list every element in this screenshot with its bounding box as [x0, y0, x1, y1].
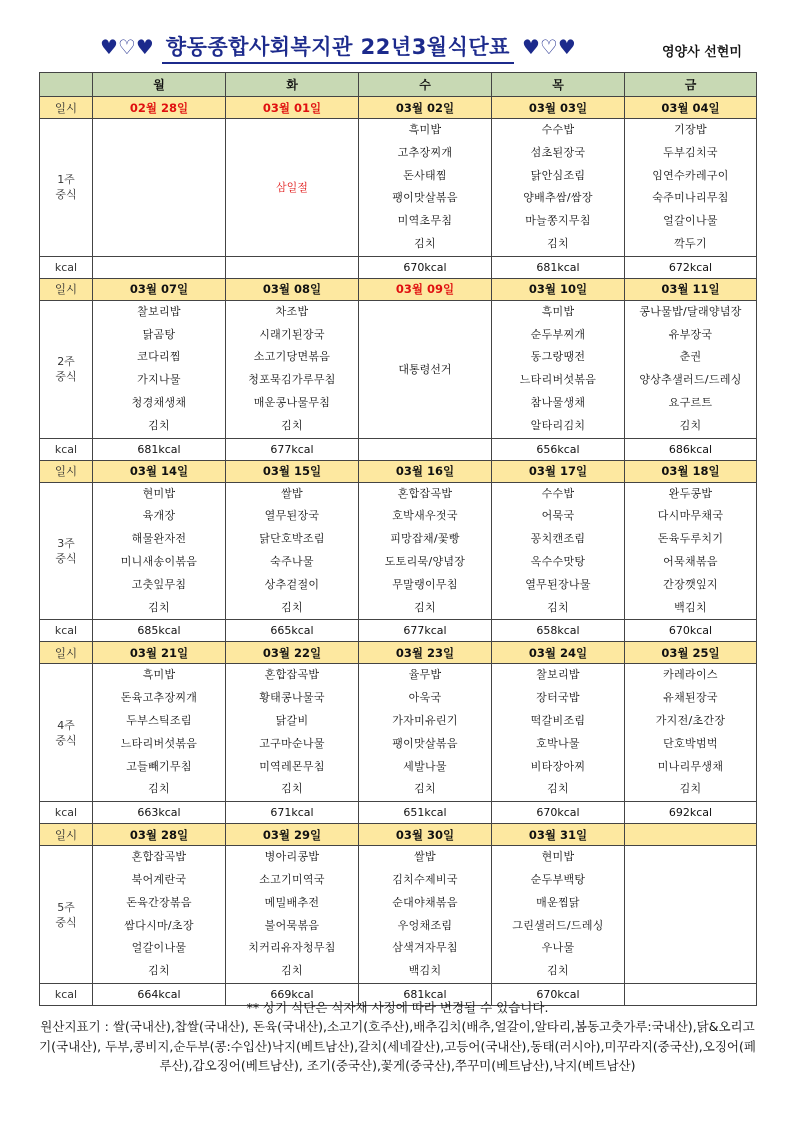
kcal-row	[40, 256, 757, 278]
date-cell: 03월 31일	[492, 824, 625, 846]
meal-item	[625, 846, 756, 869]
meal-item: 호박나물	[536, 736, 580, 750]
meal-item: 가지나물	[137, 373, 181, 387]
day-header-fri: 금	[625, 73, 757, 97]
kcal-row	[40, 620, 757, 642]
meal-cell	[93, 846, 226, 984]
meal-cell	[93, 482, 226, 620]
meal-item: 닭단호박조림	[259, 532, 325, 546]
meal-item: 어묵국	[541, 509, 575, 523]
meal-cell	[625, 846, 757, 984]
menu-body	[40, 97, 757, 1006]
kcal-row	[40, 438, 757, 460]
meal-cell	[359, 119, 492, 257]
meal-item: 두부스틱조림	[126, 713, 192, 727]
meal-item: 유채된장국	[663, 691, 718, 705]
meal-item: 얼갈이나물	[131, 941, 187, 955]
meal-cell	[492, 119, 625, 257]
date-cell: 03월 17일	[492, 460, 625, 482]
meal-item: 동그랑땡전	[530, 350, 586, 364]
date-cell: 03월 07일	[93, 278, 226, 300]
meal-item: 세발나물	[403, 759, 447, 773]
meal-item: 고구마순나물	[259, 736, 325, 750]
kcal-cell: 670kcal	[492, 983, 625, 1005]
kcal-cell: 670kcal	[625, 620, 757, 642]
week-label-line: 2주	[57, 355, 75, 369]
meal-item: 김치	[679, 782, 702, 796]
meal-item: 순두부백탕	[530, 872, 586, 886]
meal-item: 현미밥	[541, 850, 575, 864]
date-label: 일시	[40, 278, 93, 300]
kcal-cell: 651kcal	[359, 802, 492, 824]
meal-item: 병아리콩밥	[264, 850, 320, 864]
meal-item: 깍두기	[674, 236, 707, 250]
page-header	[100, 33, 660, 61]
date-cell: 03월 21일	[93, 642, 226, 664]
meal-item: 참나물생채	[530, 395, 586, 409]
meal-item: 미니새송이볶음	[120, 554, 198, 568]
meal-item: 미역레몬무침	[259, 759, 325, 773]
holiday-note	[93, 119, 226, 257]
kcal-cell: 670kcal	[492, 802, 625, 824]
kcal-cell: 663kcal	[93, 802, 226, 824]
date-cell: 03월 10일	[492, 278, 625, 300]
holiday-note: 대통령선거	[359, 300, 492, 438]
meal-item: 수수밥	[541, 123, 575, 136]
week-label-line: 중식	[55, 551, 77, 565]
meal-item: 코다리찜	[137, 350, 181, 364]
meal-item: 김치	[148, 782, 170, 796]
meal-item: 열무된장국	[264, 509, 320, 523]
meal-item: 돈육간장볶음	[126, 895, 192, 909]
meal-cell	[93, 300, 226, 438]
meal-item: 김치	[414, 782, 436, 796]
meal-item: 양상추샐러드/드레싱	[639, 373, 742, 387]
meal-item: 미역초무침	[397, 214, 453, 228]
kcal-cell: 658kcal	[492, 620, 625, 642]
meal-row	[40, 664, 757, 802]
meal-cell	[226, 846, 359, 984]
meal-item: 팽이맛살볶음	[392, 736, 458, 750]
date-cell: 03월 16일	[359, 460, 492, 482]
meal-item: 김치	[679, 418, 702, 432]
kcal-cell: 686kcal	[625, 438, 757, 460]
kcal-cell: 672kcal	[625, 256, 757, 278]
meal-item: 어묵채볶음	[663, 554, 718, 568]
meal-item: 해물완자전	[131, 532, 187, 546]
week-label-line: 1주	[57, 173, 75, 187]
meal-cell	[492, 664, 625, 802]
meal-item: 찰보리밥	[137, 304, 181, 318]
kcal-cell: 671kcal	[226, 802, 359, 824]
date-cell: 03월 08일	[226, 278, 359, 300]
nutritionist-name: 영양사 선현미	[662, 45, 742, 60]
meal-item: 가자미유린기	[392, 713, 458, 727]
meal-item: 쌀밥	[414, 850, 436, 864]
meal-item: 팽이맛살볶음	[392, 191, 458, 205]
date-cell: 03월 24일	[492, 642, 625, 664]
meal-cell	[625, 664, 757, 802]
meal-item: 숙주미나리무침	[652, 191, 729, 205]
meal-item: 돈육두루치기	[657, 532, 724, 546]
meal-item: 쌀밥	[281, 486, 303, 500]
meal-item: 고들빼기무침	[126, 759, 192, 773]
day-header-tue: 화	[226, 73, 359, 97]
meal-cell	[625, 482, 757, 620]
meal-item: 고추장찌개	[397, 145, 453, 159]
kcal-cell: 681kcal	[93, 438, 226, 460]
meal-cell	[492, 482, 625, 620]
day-header-mon: 월	[93, 73, 226, 97]
kcal-row	[40, 802, 757, 824]
day-header-thu: 목	[492, 73, 625, 97]
week-label-line: 3주	[57, 536, 75, 550]
meal-item: 메밀배추전	[264, 895, 320, 909]
meal-cell	[226, 300, 359, 438]
meal-item: 백김치	[674, 600, 707, 614]
meal-item: 김치	[547, 236, 569, 250]
meal-item: 소고기미역국	[259, 872, 325, 886]
date-row	[40, 824, 757, 846]
meal-item: 기장밥	[674, 123, 707, 136]
meal-item: 흑미밥	[541, 304, 575, 318]
meal-item	[625, 869, 756, 892]
change-notice: ** 상기 식단은 식자재 사정에 따라 변경될 수 있습니다.	[246, 1000, 549, 1015]
meal-cell	[492, 300, 625, 438]
meal-item: 그린샐러드/드레싱	[512, 918, 604, 932]
meal-item: 닭갈비	[275, 713, 309, 727]
meal-item: 시래기된장국	[259, 327, 325, 341]
kcal-label: kcal	[40, 256, 93, 278]
meal-item: 김치	[414, 600, 436, 614]
meal-item: 가지전/초간장	[655, 713, 726, 727]
meal-row	[40, 119, 757, 257]
date-cell: 03월 30일	[359, 824, 492, 846]
kcal-cell: 670kcal	[359, 256, 492, 278]
meal-item: 청경채생채	[131, 395, 187, 409]
meal-item: 미나리무생채	[657, 759, 724, 773]
corner-cell	[40, 73, 93, 97]
date-cell: 03월 01일	[226, 97, 359, 119]
meal-row	[40, 300, 757, 438]
meal-item: 혼합잡곡밥	[397, 486, 453, 500]
meal-item: 장터국밥	[536, 691, 580, 705]
meal-item: 김치	[281, 964, 303, 978]
meal-item: 무말랭이무침	[392, 577, 458, 591]
meal-item: 김치	[281, 600, 303, 614]
meal-item: 김치	[547, 600, 569, 614]
meal-cell	[359, 482, 492, 620]
meal-item: 다시마무채국	[657, 509, 724, 523]
date-cell: 03월 09일	[359, 278, 492, 300]
week-label	[40, 664, 93, 802]
meal-item: 우엉채조림	[397, 918, 453, 932]
meal-item: 현미밥	[142, 486, 176, 500]
kcal-cell: 681kcal	[359, 983, 492, 1005]
meal-item: 김치	[281, 782, 303, 796]
meal-item: 마늘쫑지무침	[525, 214, 591, 228]
meal-item: 우나물	[541, 941, 575, 955]
kcal-label: kcal	[40, 983, 93, 1005]
meal-item: 김치	[547, 782, 569, 796]
kcal-cell: 677kcal	[359, 620, 492, 642]
meal-item: 닭곰탕	[142, 327, 176, 341]
meal-item: 흑미밥	[142, 668, 176, 682]
meal-item: 도토리묵/양념장	[384, 554, 466, 568]
meal-item: 유부장국	[668, 327, 713, 341]
meal-cell	[359, 664, 492, 802]
meal-row	[40, 482, 757, 620]
meal-item: 매운찜닭	[536, 895, 580, 909]
week-label	[40, 846, 93, 984]
meal-item: 순대야채볶음	[392, 895, 458, 909]
meal-item: 떡갈비조림	[530, 713, 586, 727]
origin-labeling: 원산지표기 : 쌀(국내산),찹쌀(국내산), 돈육(국내산),소고기(호주산),배추김치(배추,얼갈이,알타리,봄동고춧가루:국내산),닭&오리고기(국내산), 두부,콩비지,순두부(콩:수입산)낙지(베트남산),갈치(세네갈산),고등어(국내산),동태(러시아),미꾸라지(중국산),오징어(페루산),갑오징어(베트남산), 조기(중국산),꽃게(중국산),쭈꾸미(베트남산),낙지(베트남산)	[39, 1019, 756, 1073]
meal-item: 얼갈이나물	[663, 214, 718, 228]
meal-item: 소고기당면볶음	[253, 350, 331, 364]
date-cell: 03월 15일	[226, 460, 359, 482]
kcal-cell	[93, 256, 226, 278]
meal-item: 돈사태찜	[403, 168, 447, 182]
date-cell	[625, 824, 757, 846]
meal-item: 불어묵볶음	[264, 918, 320, 932]
meal-item	[625, 892, 756, 915]
date-cell: 03월 22일	[226, 642, 359, 664]
meal-item: 양배추쌈/쌈장	[523, 191, 593, 205]
kcal-label: kcal	[40, 438, 93, 460]
meal-item: 북어계란국	[131, 872, 187, 886]
week-label-line: 중식	[55, 733, 77, 747]
meal-item: 닭안심조림	[530, 168, 586, 182]
meal-item: 육개장	[142, 509, 176, 523]
meal-cell	[359, 846, 492, 984]
date-cell: 03월 18일	[625, 460, 757, 482]
meal-item: 쌈다시마/초장	[124, 918, 194, 932]
meal-item: 임연수카레구이	[652, 168, 729, 182]
date-row	[40, 460, 757, 482]
meal-item: 고춧잎무침	[131, 577, 187, 591]
kcal-cell: 685kcal	[93, 620, 226, 642]
kcal-cell: 664kcal	[93, 983, 226, 1005]
meal-item: 호박새우젓국	[392, 509, 458, 523]
meal-item: 김치	[148, 600, 170, 614]
meal-item: 두부김치국	[663, 145, 718, 159]
meal-item: 김치	[414, 236, 436, 250]
week-label-line: 중식	[55, 188, 77, 202]
kcal-cell: 677kcal	[226, 438, 359, 460]
date-cell: 03월 25일	[625, 642, 757, 664]
meal-item	[625, 937, 756, 960]
kcal-cell: 692kcal	[625, 802, 757, 824]
meal-item: 요구르트	[668, 395, 713, 409]
hearts-right-icon: ♥♡♥	[521, 35, 576, 59]
date-label: 일시	[40, 97, 93, 119]
kcal-cell	[226, 256, 359, 278]
kcal-label: kcal	[40, 620, 93, 642]
meal-item: 꽁치캔조림	[530, 532, 586, 546]
meal-item: 느타리버섯볶음	[519, 373, 597, 387]
meal-item: 차조밥	[275, 304, 309, 318]
menu-table	[39, 72, 757, 1006]
meal-item	[625, 915, 756, 938]
week-label	[40, 119, 93, 257]
date-label: 일시	[40, 460, 93, 482]
meal-item: 김치	[148, 418, 170, 432]
meal-item: 수수밥	[541, 486, 575, 500]
meal-item: 섬초된장국	[530, 145, 586, 159]
meal-item: 아욱국	[408, 691, 442, 705]
date-row	[40, 97, 757, 119]
meal-item: 백김치	[408, 964, 442, 978]
page-title: 향동종합사회복지관 22년3월식단표	[162, 31, 514, 64]
hearts-left-icon: ♥♡♥	[100, 35, 154, 59]
meal-item: 혼합잡곡밥	[264, 668, 320, 682]
meal-item: 황태콩나물국	[259, 691, 325, 705]
meal-item: 율무밥	[408, 668, 442, 682]
date-cell: 03월 28일	[93, 824, 226, 846]
meal-item: 느타리버섯볶음	[120, 736, 198, 750]
meal-cell	[625, 300, 757, 438]
meal-item: 알타리김치	[530, 418, 586, 432]
holiday-note: 삼일절	[226, 119, 359, 257]
date-label: 일시	[40, 642, 93, 664]
meal-item: 옥수수맛탕	[530, 554, 586, 568]
date-cell: 03월 04일	[625, 97, 757, 119]
meal-item: 콩나물밥/달래양념장	[639, 304, 742, 318]
meal-item: 간장깻잎지	[663, 577, 718, 591]
meal-item: 삼색겨자무침	[392, 941, 458, 955]
meal-cell	[226, 664, 359, 802]
week-label-line: 4주	[57, 718, 75, 732]
week-label	[40, 300, 93, 438]
meal-item	[625, 960, 756, 983]
meal-item: 치커리유자청무침	[248, 941, 336, 955]
meal-item: 상추겉절이	[264, 577, 320, 591]
meal-row	[40, 846, 757, 984]
day-header-row	[40, 73, 757, 97]
meal-item: 매운콩나물무침	[253, 395, 331, 409]
meal-item: 순두부찌개	[530, 327, 586, 341]
meal-item: 돈육고추장찌개	[120, 691, 198, 705]
meal-item: 단호박범벅	[663, 736, 718, 750]
date-row	[40, 278, 757, 300]
date-row	[40, 642, 757, 664]
meal-item: 김치	[547, 964, 569, 978]
date-cell: 02월 28일	[93, 97, 226, 119]
meal-item: 완두콩밥	[668, 486, 713, 500]
date-cell: 03월 03일	[492, 97, 625, 119]
meal-item: 김치수제비국	[392, 872, 458, 886]
week-label-line: 중식	[55, 915, 77, 929]
kcal-cell	[359, 438, 492, 460]
meal-item: 김치	[148, 964, 170, 978]
kcal-cell: 681kcal	[492, 256, 625, 278]
meal-item: 찰보리밥	[536, 668, 580, 682]
meal-item: 청포묵김가루무침	[248, 373, 336, 387]
date-cell: 03월 29일	[226, 824, 359, 846]
date-label: 일시	[40, 824, 93, 846]
date-cell: 03월 11일	[625, 278, 757, 300]
meal-item: 카레라이스	[663, 668, 718, 682]
meal-cell	[492, 846, 625, 984]
kcal-cell: 669kcal	[226, 983, 359, 1005]
meal-item: 숙주나물	[270, 554, 314, 568]
meal-cell	[93, 664, 226, 802]
meal-item: 김치	[281, 418, 303, 432]
meal-item: 비타장아찌	[530, 759, 586, 773]
kcal-cell: 656kcal	[492, 438, 625, 460]
date-cell: 03월 14일	[93, 460, 226, 482]
kcal-cell: 665kcal	[226, 620, 359, 642]
week-label-line: 5주	[57, 900, 75, 914]
week-label	[40, 482, 93, 620]
date-cell: 03월 02일	[359, 97, 492, 119]
date-cell: 03월 23일	[359, 642, 492, 664]
meal-item: 혼합잡곡밥	[131, 850, 187, 864]
meal-item: 피망잡채/꽃빵	[390, 532, 460, 546]
meal-cell	[625, 119, 757, 257]
day-header-wed: 수	[359, 73, 492, 97]
week-label-line: 중식	[55, 370, 77, 384]
meal-item: 열무된장나물	[525, 577, 591, 591]
kcal-label: kcal	[40, 802, 93, 824]
meal-cell	[226, 482, 359, 620]
meal-item: 흑미밥	[408, 123, 442, 136]
meal-item: 춘권	[679, 350, 702, 364]
